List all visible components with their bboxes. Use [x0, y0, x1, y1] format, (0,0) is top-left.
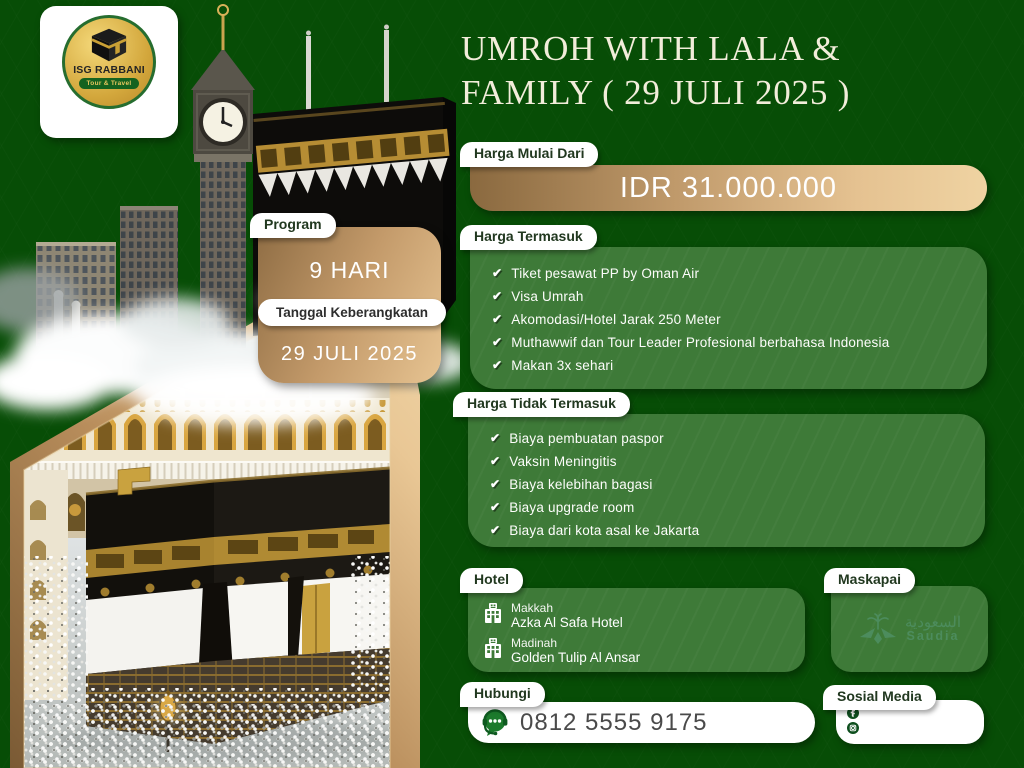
list-item: [490, 501, 969, 515]
list-item: [492, 290, 971, 304]
included-panel: [470, 247, 987, 389]
item-text: Biaya dari kota asal ke Jakarta: [509, 523, 700, 538]
included-badge: Harga Termasuk: [460, 225, 597, 250]
check-icon: ✔: [492, 266, 503, 280]
hotel-entry-madinah: [484, 636, 795, 666]
kiswa-white-band: [86, 587, 214, 674]
check-icon: ✔: [490, 431, 501, 445]
included-list: [470, 247, 987, 373]
check-icon: ✔: [490, 523, 501, 537]
departure-label: Tanggal Keberangkatan: [258, 299, 446, 326]
airline-name: Saudia: [906, 629, 960, 644]
airline-panel: [831, 586, 988, 672]
excluded-list: [468, 414, 985, 538]
check-icon: ✔: [492, 289, 503, 303]
airline-logo: [858, 613, 961, 645]
excluded-badge: Harga Tidak Termasuk: [453, 392, 630, 417]
brand-tagline: Tour & Travel: [79, 78, 140, 89]
excluded-panel: [468, 414, 985, 547]
list-item: [492, 267, 971, 281]
contact-phone-bar[interactable]: [468, 702, 815, 743]
hotel-name: Azka Al Safa Hotel: [511, 615, 623, 630]
item-text: Makan 3x sehari: [511, 358, 614, 373]
check-icon: ✔: [492, 358, 503, 372]
item-text: Biaya kelebihan bagasi: [509, 477, 653, 492]
hotel-name: Golden Tulip Al Ansar: [511, 650, 641, 665]
check-icon: ✔: [490, 454, 501, 468]
hotel-building-icon: [484, 603, 502, 623]
social-badge: Sosial Media: [823, 685, 936, 710]
item-text: Tiket pesawat PP by Oman Air: [511, 266, 700, 281]
price-badge: Harga Mulai Dari: [460, 142, 598, 167]
item-text: Akomodasi/Hotel Jarak 250 Meter: [511, 312, 721, 327]
item-text: Muthawwif dan Tour Leader Profesional berbahasa Indonesia: [511, 335, 890, 350]
item-text: Vaksin Meningitis: [509, 454, 617, 469]
item-text: Biaya upgrade room: [509, 500, 635, 515]
list-item: [492, 359, 971, 373]
kaaba-logo-icon: [89, 27, 129, 63]
program-duration: 9 HARI: [309, 257, 390, 283]
list-item: [490, 478, 969, 492]
clock-tower: [191, 5, 255, 348]
check-icon: ✔: [492, 335, 503, 349]
phone-number: 0812 5555 9175: [520, 708, 708, 736]
brand-name: ISG RABBANI: [73, 64, 145, 76]
item-text: Visa Umrah: [511, 289, 584, 304]
list-item: [490, 524, 969, 538]
airline-badge: Maskapai: [824, 568, 915, 593]
airline-name-arabic: السعودية: [904, 613, 961, 631]
title-line-1: UMROH WITH LALA &: [461, 29, 841, 68]
item-text: Biaya pembuatan paspor: [509, 431, 664, 446]
list-item: [492, 313, 971, 327]
contact-badge: Hubungi: [460, 682, 545, 707]
saudia-bird-icon: [858, 613, 898, 645]
title-line-2: FAMILY ( 29 JULI 2025 ): [461, 73, 851, 113]
check-icon: ✔: [490, 477, 501, 491]
price-value: IDR 31.000.000: [619, 171, 838, 204]
brand-logo-card: [40, 6, 178, 138]
crescent: [218, 5, 228, 15]
list-item: [492, 336, 971, 350]
brand-logo: [62, 15, 156, 109]
list-item: [490, 432, 969, 446]
program-panel: [258, 227, 441, 383]
hotel-entry-makkah: [484, 601, 795, 631]
price-value-bar: [470, 165, 987, 211]
hotel-city: Madinah: [511, 636, 558, 650]
program-badge: Program: [250, 213, 336, 238]
hotel-building-icon: [484, 638, 502, 658]
page-title: [461, 27, 1013, 115]
check-icon: ✔: [492, 312, 503, 326]
hotel-city: Makkah: [511, 601, 554, 615]
check-icon: ✔: [490, 500, 501, 514]
instagram-icon[interactable]: [847, 722, 859, 734]
customer-service-chat-icon: [480, 708, 510, 738]
hotel-panel: [468, 588, 805, 672]
hotel-badge: Hotel: [460, 568, 523, 593]
list-item: [490, 455, 969, 469]
departure-date: 29 JULI 2025: [281, 343, 418, 365]
